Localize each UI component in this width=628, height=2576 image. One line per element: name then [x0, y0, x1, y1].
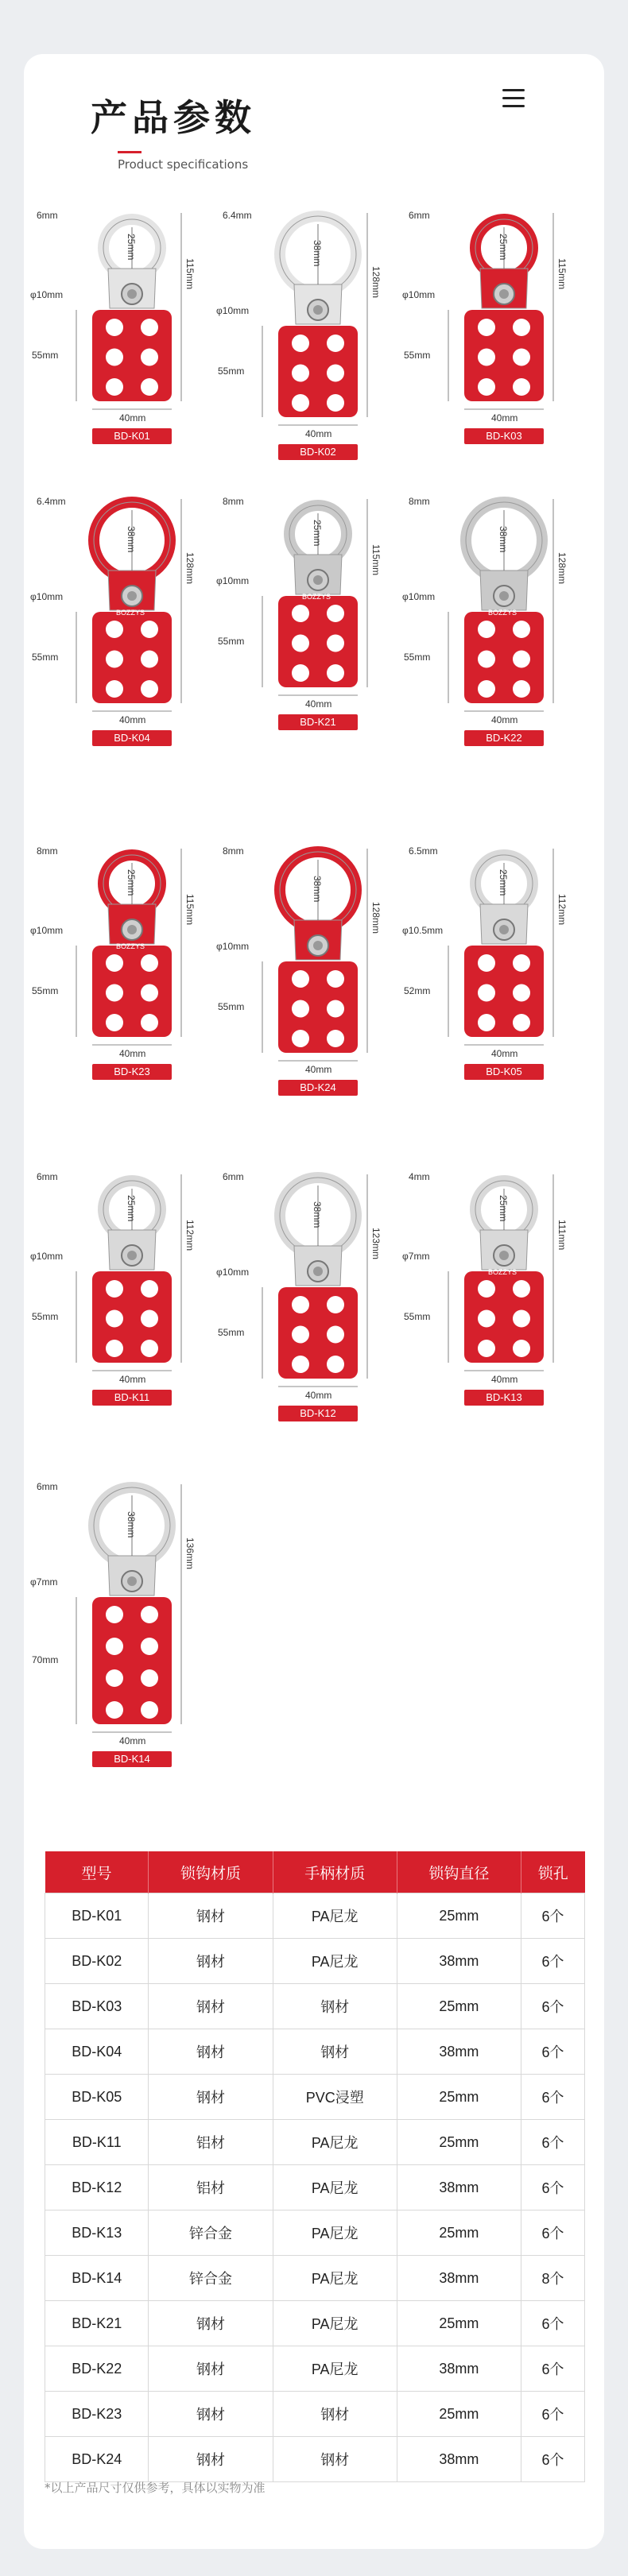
model-code-badge: BD-K02: [278, 444, 358, 460]
table-cell: 25mm: [397, 2301, 521, 2346]
lock-hole: [141, 1310, 158, 1328]
table-cell: PA尼龙: [273, 2210, 397, 2256]
lock-hole: [106, 1310, 123, 1328]
table-cell: BD-K22: [45, 2346, 149, 2392]
body-height-label: 55mm: [218, 365, 245, 377]
total-height-label: 128mm: [184, 552, 196, 585]
lock-hole: [513, 1280, 530, 1298]
hole-diameter-label: φ10mm: [30, 1251, 64, 1262]
table-cell: 6个: [521, 2165, 584, 2210]
title-accent-bar: [118, 151, 141, 153]
lock-hole: [327, 1296, 344, 1313]
lock-hole: [513, 680, 530, 698]
lock-hole: [106, 1606, 123, 1623]
model-code-badge: BD-K01: [92, 428, 172, 444]
lock-hole: [141, 984, 158, 1002]
table-cell: 6个: [521, 2346, 584, 2392]
lock-hole: [478, 1310, 495, 1328]
lock-hole: [141, 319, 158, 336]
top-thickness-label: 6mm: [37, 1171, 58, 1182]
lock-hole: [141, 1701, 158, 1719]
hole-diameter-label: φ10mm: [30, 591, 64, 602]
table-cell: BD-K01: [45, 1893, 149, 1939]
table-cell: 6个: [521, 1893, 584, 1939]
lock-hole: [292, 1296, 309, 1313]
table-cell: 6个: [521, 2210, 584, 2256]
hole-diameter-label: φ10mm: [402, 289, 436, 300]
table-cell: 25mm: [397, 1984, 521, 2029]
brand-mark: BOZZYS: [116, 609, 145, 617]
model-code-badge: BD-K12: [278, 1406, 358, 1421]
shackle-diameter-label: 25mm: [498, 869, 509, 896]
table-row: [45, 2029, 585, 2075]
column-header-handle-material: 手柄材质: [273, 1851, 397, 1893]
lock-hole: [141, 621, 158, 638]
lock-hole: [106, 349, 123, 366]
table-cell: 6个: [521, 2301, 584, 2346]
page-subtitle: Product specifications: [118, 157, 249, 172]
lock-hole: [141, 1638, 158, 1655]
shackle-diameter-label: 25mm: [126, 869, 137, 896]
table-row: [45, 2301, 585, 2346]
lock-hole: [292, 1326, 309, 1344]
shackle-diameter-label: 38mm: [498, 526, 509, 553]
lock-hole: [513, 1340, 530, 1357]
table-cell: BD-K21: [45, 2301, 149, 2346]
model-code-badge: BD-K13: [464, 1390, 544, 1406]
hole-diameter-label: φ10mm: [216, 575, 250, 586]
total-height-label: 115mm: [184, 894, 196, 926]
top-thickness-label: 8mm: [37, 845, 58, 857]
lock-hole: [106, 1280, 123, 1298]
column-header-shackle-diameter: 锁钩直径: [397, 1851, 521, 1893]
shackle-diameter-label: 25mm: [498, 234, 509, 261]
lock-hole: [327, 394, 344, 412]
lock-hole: [513, 621, 530, 638]
table-cell: 6个: [521, 2392, 584, 2437]
table-cell: BD-K02: [45, 1939, 149, 1984]
table-cell: 钢材: [149, 1939, 273, 1984]
table-cell: 25mm: [397, 2392, 521, 2437]
table-cell: 6个: [521, 2437, 584, 2482]
table-cell: 6个: [521, 2075, 584, 2120]
table-cell: 38mm: [397, 2029, 521, 2075]
lock-hole: [141, 349, 158, 366]
hole-diameter-label: φ10mm: [402, 591, 436, 602]
brand-mark: BOZZYS: [302, 593, 331, 601]
table-cell: 38mm: [397, 1939, 521, 1984]
total-height-label: 115mm: [184, 258, 196, 290]
menu-icon[interactable]: [502, 89, 526, 110]
table-cell: 钢材: [149, 1984, 273, 2029]
table-cell: BD-K24: [45, 2437, 149, 2482]
lock-hole: [141, 1280, 158, 1298]
lock-hole: [478, 621, 495, 638]
body-height-label: 55mm: [218, 1326, 245, 1338]
body-width-label: 40mm: [119, 412, 146, 424]
model-code-badge: BD-K05: [464, 1064, 544, 1080]
lock-hole: [478, 1340, 495, 1357]
shackle-diameter-label: 25mm: [126, 1195, 137, 1222]
total-height-label: 136mm: [184, 1537, 196, 1570]
column-header-lock-holes: 锁孔: [521, 1851, 584, 1893]
total-height-label: 112mm: [556, 894, 568, 926]
hole-diameter-label: φ10mm: [30, 289, 64, 300]
table-cell: 6个: [521, 2029, 584, 2075]
lock-hole: [292, 605, 309, 622]
table-cell: 铝材: [149, 2120, 273, 2165]
lock-hole: [106, 378, 123, 396]
lock-hole: [478, 984, 495, 1002]
lock-hole: [327, 1000, 344, 1018]
total-height-label: 115mm: [556, 258, 568, 290]
body-width-label: 40mm: [305, 698, 332, 710]
brand-mark: BOZZYS: [488, 1268, 518, 1276]
lock-hole: [327, 1356, 344, 1373]
body-height-label: 55mm: [32, 984, 59, 996]
table-cell: PA尼龙: [273, 2120, 397, 2165]
body-width-label: 40mm: [119, 1735, 146, 1746]
lock-hole: [106, 954, 123, 972]
lock-hole: [513, 378, 530, 396]
table-cell: PA尼龙: [273, 2256, 397, 2301]
table-row: [45, 2346, 585, 2392]
table-cell: 钢材: [149, 2029, 273, 2075]
body-width-label: 40mm: [491, 1374, 518, 1385]
lock-hole: [513, 651, 530, 668]
table-cell: BD-K03: [45, 1984, 149, 2029]
table-cell: 铝材: [149, 2165, 273, 2210]
lock-hole: [292, 664, 309, 682]
body-width-label: 40mm: [305, 1064, 332, 1075]
lock-hole: [292, 635, 309, 652]
table-cell: 钢材: [149, 1893, 273, 1939]
table-cell: 钢材: [273, 1984, 397, 2029]
top-thickness-label: 8mm: [409, 496, 430, 507]
top-thickness-label: 6mm: [37, 1481, 58, 1492]
table-cell: PVC浸塑: [273, 2075, 397, 2120]
top-thickness-label: 6.4mm: [37, 496, 66, 507]
lock-hole: [106, 319, 123, 336]
table-cell: 钢材: [273, 2392, 397, 2437]
body-height-label: 52mm: [404, 984, 431, 996]
hole-diameter-label: φ10mm: [30, 925, 64, 936]
lock-hole: [478, 1014, 495, 1031]
lock-hole: [106, 1014, 123, 1031]
lock-hole: [513, 1014, 530, 1031]
table-cell: 6个: [521, 1939, 584, 1984]
model-code-badge: BD-K03: [464, 428, 544, 444]
table-cell: BD-K23: [45, 2392, 149, 2437]
total-height-label: 128mm: [370, 902, 382, 934]
lock-hole: [106, 680, 123, 698]
lock-hole: [513, 954, 530, 972]
table-cell: BD-K05: [45, 2075, 149, 2120]
top-thickness-label: 6mm: [37, 210, 58, 221]
lock-hole: [478, 651, 495, 668]
lock-hole: [292, 1030, 309, 1047]
table-cell: 25mm: [397, 2210, 521, 2256]
table-row: [45, 2120, 585, 2165]
lock-hole: [327, 664, 344, 682]
lock-hole: [292, 335, 309, 352]
lock-hole: [327, 635, 344, 652]
total-height-label: 115mm: [370, 544, 382, 576]
shackle-diameter-label: 25mm: [312, 520, 323, 547]
table-cell: PA尼龙: [273, 2301, 397, 2346]
shackle-diameter-label: 38mm: [312, 240, 323, 267]
table-row: [45, 1939, 585, 1984]
lock-hole: [478, 378, 495, 396]
lock-hole: [106, 651, 123, 668]
lock-hole: [513, 1310, 530, 1328]
lock-hole: [478, 349, 495, 366]
model-code-badge: BD-K23: [92, 1064, 172, 1080]
lock-hole: [292, 1356, 309, 1373]
table-cell: 钢材: [149, 2346, 273, 2392]
table-row: [45, 1984, 585, 2029]
body-height-label: 55mm: [32, 349, 59, 361]
lock-hole: [106, 1701, 123, 1719]
table-cell: 钢材: [149, 2075, 273, 2120]
lock-hole: [513, 319, 530, 336]
body-width-label: 40mm: [119, 1048, 146, 1059]
table-cell: 6个: [521, 2120, 584, 2165]
body-width-label: 40mm: [491, 412, 518, 424]
table-cell: 25mm: [397, 1893, 521, 1939]
hole-diameter-label: φ10mm: [216, 1267, 250, 1278]
lock-hole: [327, 605, 344, 622]
table-cell: PA尼龙: [273, 2165, 397, 2210]
body-height-label: 55mm: [404, 349, 431, 361]
top-thickness-label: 6.4mm: [223, 210, 252, 221]
table-cell: 38mm: [397, 2346, 521, 2392]
brand-mark: BOZZYS: [488, 609, 518, 617]
lock-hole: [106, 1669, 123, 1687]
lock-hole: [141, 378, 158, 396]
footnote: *以上产品尺寸仅供参考，具体以实物为准: [45, 2481, 266, 2495]
lock-hole: [513, 984, 530, 1002]
lock-hole: [141, 1669, 158, 1687]
column-header-model: 型号: [45, 1851, 149, 1893]
table-cell: 锌合金: [149, 2210, 273, 2256]
table-cell: 25mm: [397, 2120, 521, 2165]
body-height-label: 55mm: [32, 651, 59, 663]
lock-hole: [327, 1326, 344, 1344]
shackle-diameter-label: 38mm: [312, 876, 323, 903]
table-row: [45, 2392, 585, 2437]
lock-hole: [141, 954, 158, 972]
model-code-badge: BD-K22: [464, 730, 544, 746]
body-height-label: 70mm: [32, 1654, 59, 1665]
hole-diameter-label: φ7mm: [402, 1251, 430, 1262]
model-code-badge: BD-K04: [92, 730, 172, 746]
hole-diameter-label: φ10.5mm: [402, 925, 444, 936]
lock-hole: [141, 680, 158, 698]
lock-hole: [478, 1280, 495, 1298]
lock-hole: [141, 1606, 158, 1623]
lock-hole: [106, 1638, 123, 1655]
hole-diameter-label: φ10mm: [216, 305, 250, 316]
top-thickness-label: 4mm: [409, 1171, 430, 1182]
lock-hole: [292, 1000, 309, 1018]
top-thickness-label: 6mm: [409, 210, 430, 221]
model-code-badge: BD-K11: [92, 1390, 172, 1406]
table-cell: 38mm: [397, 2256, 521, 2301]
shackle-diameter-label: 38mm: [312, 1201, 323, 1228]
lock-hole: [327, 365, 344, 382]
total-height-label: 128mm: [370, 266, 382, 299]
model-code-badge: BD-K24: [278, 1080, 358, 1096]
model-code-badge: BD-K14: [92, 1751, 172, 1767]
table-cell: BD-K12: [45, 2165, 149, 2210]
shackle-diameter-label: 25mm: [126, 234, 137, 261]
lock-hole: [141, 651, 158, 668]
lock-hole: [478, 954, 495, 972]
table-cell: 6个: [521, 1984, 584, 2029]
hole-diameter-label: φ7mm: [30, 1576, 58, 1588]
spec-table: [45, 1851, 585, 2482]
table-cell: BD-K13: [45, 2210, 149, 2256]
lock-hole: [106, 621, 123, 638]
table-cell: 钢材: [149, 2437, 273, 2482]
body-height-label: 55mm: [218, 635, 245, 647]
lock-hole: [292, 970, 309, 988]
body-width-label: 40mm: [491, 714, 518, 725]
table-cell: 38mm: [397, 2437, 521, 2482]
body-width-label: 40mm: [119, 714, 146, 725]
table-row: [45, 1893, 585, 1939]
table-cell: 锌合金: [149, 2256, 273, 2301]
lock-hole: [141, 1014, 158, 1031]
table-cell: PA尼龙: [273, 2346, 397, 2392]
table-cell: 钢材: [273, 2029, 397, 2075]
shackle-diameter-label: 38mm: [126, 1511, 137, 1538]
spec-table-header-row: [45, 1851, 585, 1893]
table-row: [45, 2256, 585, 2301]
shackle-diameter-label: 38mm: [126, 526, 137, 553]
table-cell: 钢材: [149, 2392, 273, 2437]
top-thickness-label: 6.5mm: [409, 845, 438, 857]
lock-hole: [478, 680, 495, 698]
body-height-label: 55mm: [218, 1000, 245, 1012]
table-row: [45, 2075, 585, 2120]
top-thickness-label: 8mm: [223, 496, 244, 507]
lock-hole: [141, 1340, 158, 1357]
hole-diameter-label: φ10mm: [216, 941, 250, 952]
lock-hole: [478, 319, 495, 336]
top-thickness-label: 8mm: [223, 845, 244, 857]
table-cell: 钢材: [273, 2437, 397, 2482]
lock-hole: [106, 984, 123, 1002]
table-row: [45, 2437, 585, 2482]
body-height-label: 55mm: [404, 651, 431, 663]
body-width-label: 40mm: [119, 1374, 146, 1385]
lock-hole: [513, 349, 530, 366]
lock-hole: [106, 1340, 123, 1357]
body-width-label: 40mm: [491, 1048, 518, 1059]
table-cell: 钢材: [149, 2301, 273, 2346]
table-cell: 8个: [521, 2256, 584, 2301]
lock-hole: [327, 335, 344, 352]
total-height-label: 128mm: [556, 552, 568, 585]
body-width-label: 40mm: [305, 428, 332, 439]
page-title: 产品参数: [91, 96, 256, 139]
lock-hole: [327, 970, 344, 988]
shackle-diameter-label: 25mm: [498, 1195, 509, 1222]
model-code-badge: BD-K21: [278, 714, 358, 730]
total-height-label: 123mm: [370, 1228, 382, 1260]
body-height-label: 55mm: [32, 1310, 59, 1322]
table-cell: 25mm: [397, 2075, 521, 2120]
table-cell: BD-K14: [45, 2256, 149, 2301]
body-width-label: 40mm: [305, 1390, 332, 1401]
body-height-label: 55mm: [404, 1310, 431, 1322]
table-cell: BD-K04: [45, 2029, 149, 2075]
table-row: [45, 2165, 585, 2210]
total-height-label: 112mm: [184, 1220, 196, 1251]
table-cell: BD-K11: [45, 2120, 149, 2165]
table-cell: PA尼龙: [273, 1939, 397, 1984]
table-row: [45, 2210, 585, 2256]
total-height-label: 111mm: [556, 1220, 568, 1251]
lock-hole: [292, 394, 309, 412]
lock-hole: [327, 1030, 344, 1047]
brand-mark: BOZZYS: [116, 942, 145, 950]
column-header-shackle-material: 锁钩材质: [149, 1851, 273, 1893]
table-cell: PA尼龙: [273, 1893, 397, 1939]
table-cell: 38mm: [397, 2165, 521, 2210]
lock-hole: [292, 365, 309, 382]
top-thickness-label: 6mm: [223, 1171, 244, 1182]
